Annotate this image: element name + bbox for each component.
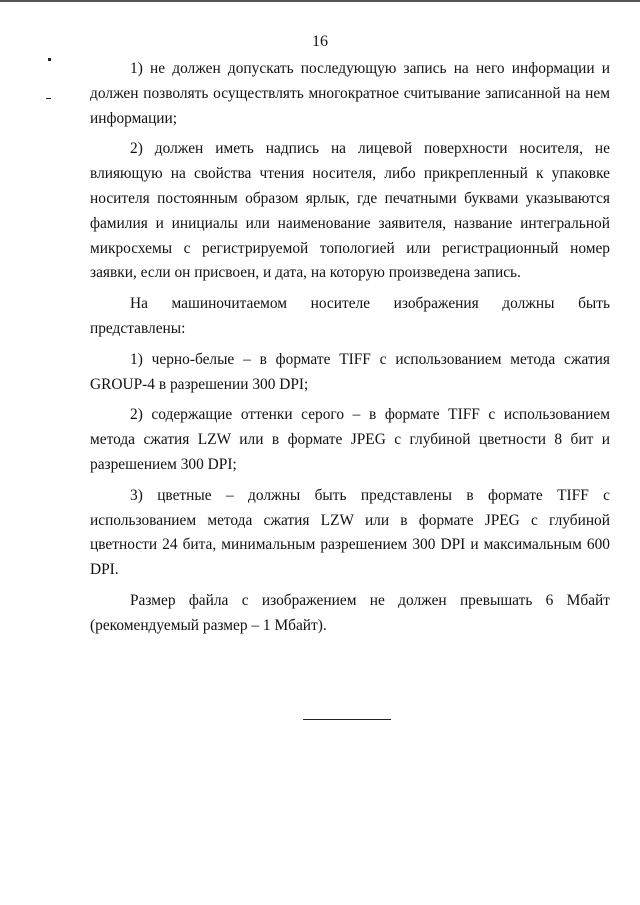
paragraph: 2) должен иметь надпись на лицевой поверхности носителя, не влияющую на свойства чтения носителя, либо прикрепленный к упаковке носителя постоянным образом ярлык, где печатными буквами указываются фамилия и инициалы или наименование заявителя, название интегральной микросхемы с регистрируемой топологией или регистрационный номер заявки, если он присвоен, и дата, на которую произведена запись. [90,140,610,282]
paragraph: Размер файла с изображением не должен превышать 6 Мбайт (рекомендуемый размер – 1 Мбайт). [90,591,610,634]
page-number: 16 [312,33,328,50]
paragraph: 3) цветные – должны быть представлены в формате TIFF с использованием метода сжатия LZW или в формате JPEG с глубиной цветности 24 бита, минимальным разрешением 300 DPI и максимальным 600 DPI. [90,486,610,579]
top-border [0,0,640,2]
end-rule [303,719,391,720]
body-text [90,57,610,639]
paragraph: 1) черно-белые – в формате TIFF с использованием метода сжатия GROUP-4 в разрешении 300 DPI; [90,350,610,393]
paragraph: 2) содержащие оттенки серого – в формате TIFF с использованием метода сжатия LZW или в формате JPEG с глубиной цветности 8 бит и разрешением 300 DPI; [90,406,610,473]
paragraph: На машиночитаемом носителе изображения должны быть представлены: [90,295,610,337]
paragraph: 1) не должен допускать последующую запись на него информации и должен позволять осуществлять многократное считывание записанной на нем информации; [90,60,610,127]
margin-mark [46,98,51,99]
margin-mark [48,58,51,61]
